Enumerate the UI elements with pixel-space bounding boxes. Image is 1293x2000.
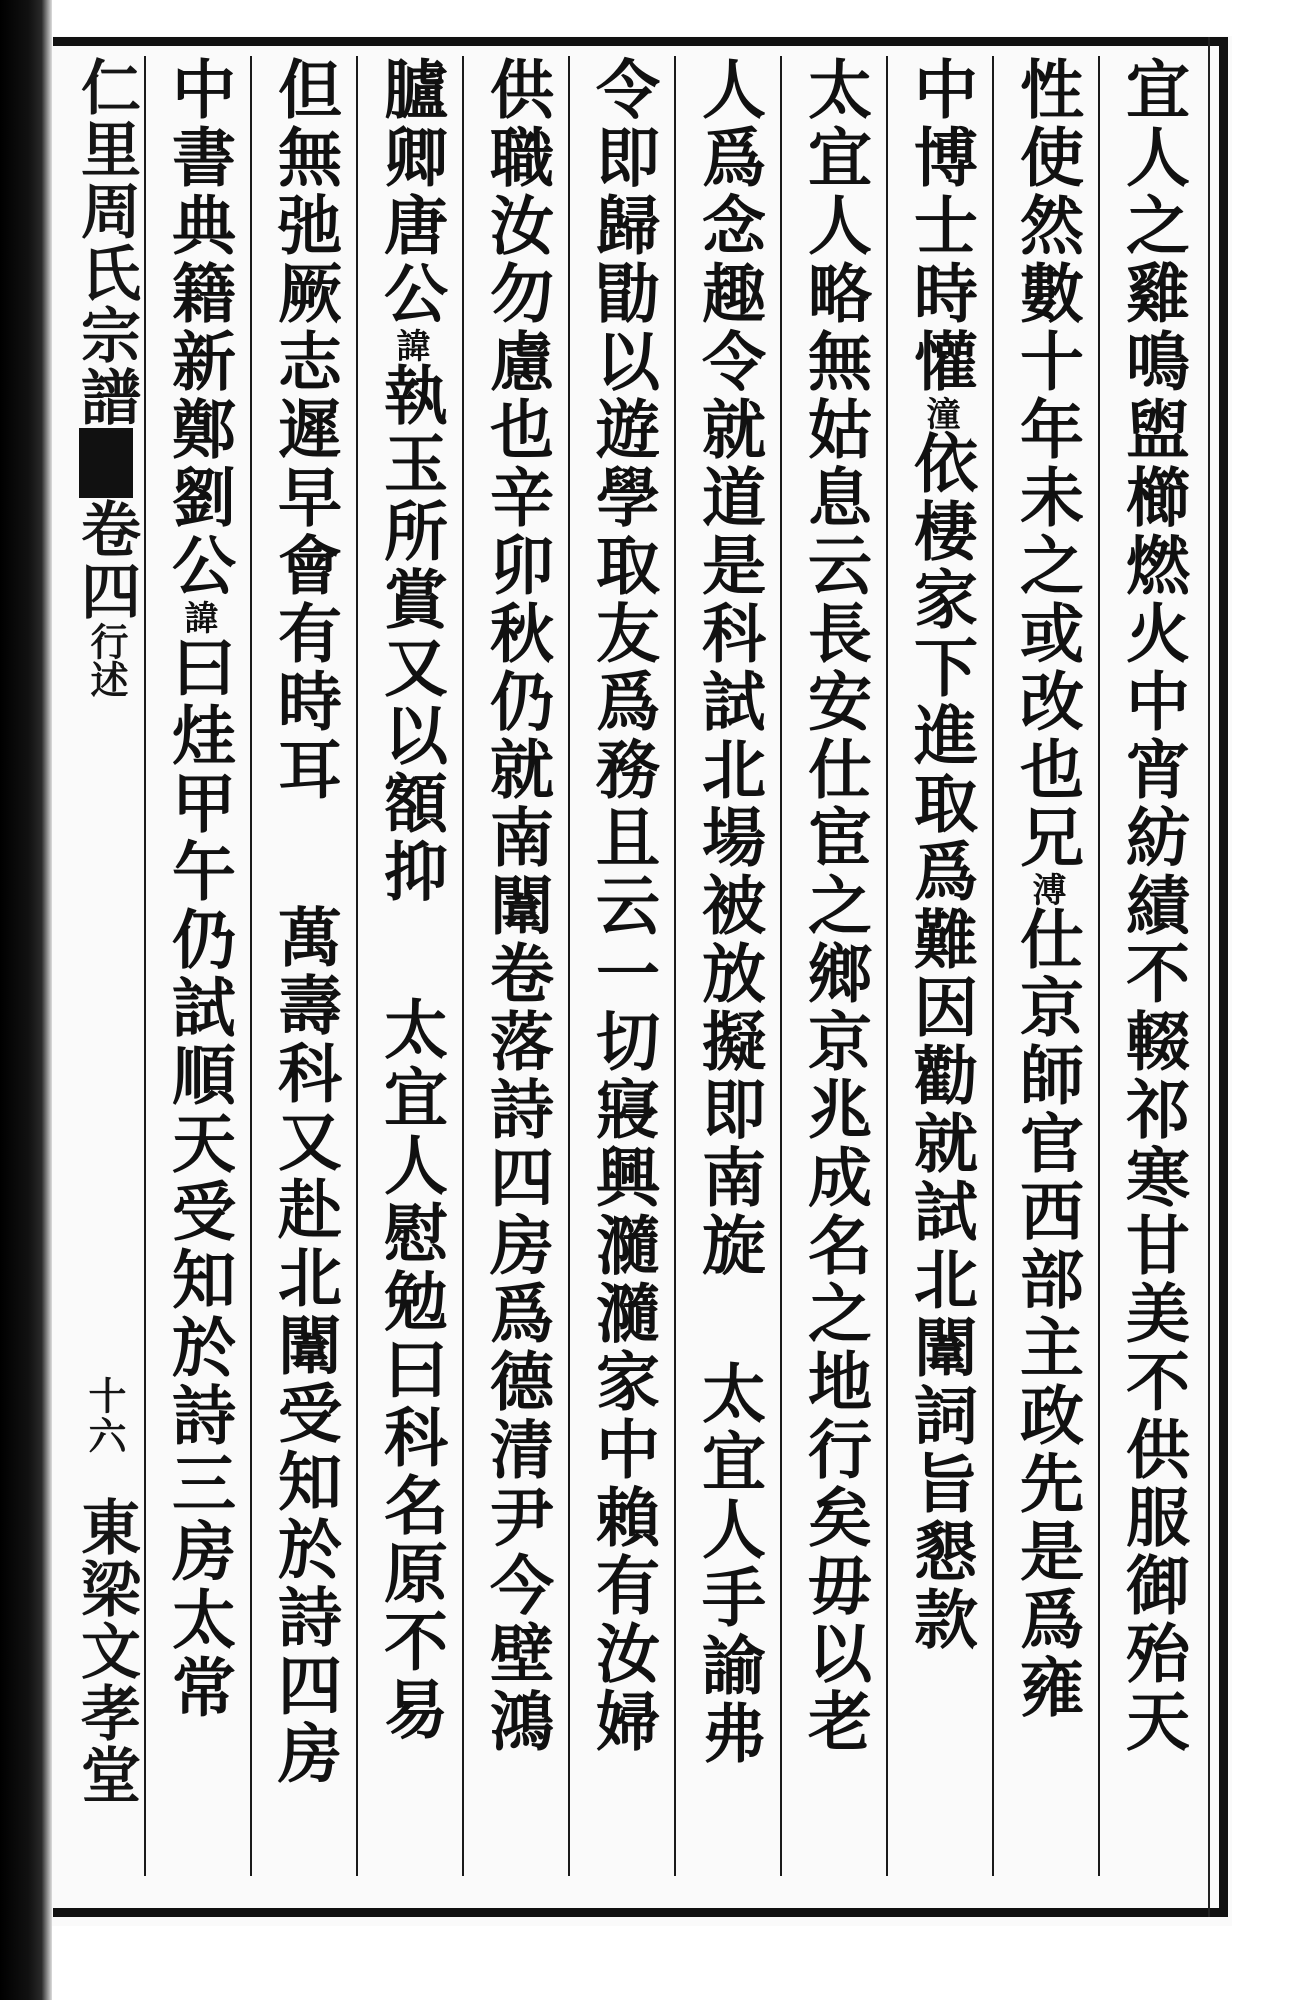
column-text: 宜人之雞鳴盥櫛燃火中宵紡績不輟祁寒甘美不供服御殆天 [1115, 56, 1190, 1756]
personal-name: 懽 [903, 328, 978, 396]
interlinear-note: 諱 [178, 600, 218, 634]
column-text: 令即歸勖以遊學取友爲務且云一切寢興瀡瀡家中賴有汝婦 [585, 56, 660, 1756]
volume-label: 卷四 [71, 498, 141, 622]
text-column-6 [570, 56, 674, 1876]
text-column-9 [252, 56, 356, 1876]
text-column-8 [358, 56, 462, 1876]
page-number: 十六 [82, 1376, 127, 1456]
interlinear-note: 溥 [1026, 872, 1066, 906]
interlinear-note: 諱 [390, 328, 430, 362]
fishtail-mark [79, 428, 133, 498]
book-spine-shadow [0, 0, 52, 2000]
inner-border-line [1208, 37, 1210, 1917]
column-text: 萬壽科又赴北闈受知於詩四房 [267, 904, 342, 1788]
column-text: 仕京師官西部主政先是爲雍 [1009, 906, 1084, 1722]
column-text: 太宜人略無姑息云長安仕宦之鄉京兆成名之地行矣毋以老 [797, 56, 872, 1756]
column-text: 執玉所賞又以額抑 [373, 362, 448, 906]
text-column-3 [888, 56, 992, 1876]
column-text: 中書典籍新鄭劉公 [161, 56, 236, 600]
column-text: 臚卿唐公 [373, 56, 448, 328]
section-label: 行述 [84, 622, 129, 698]
interlinear-note: 潼 [920, 396, 960, 430]
column-text: 太宜人慰勉曰科名原不易 [373, 996, 448, 1744]
column-text: 太宜人手諭弗 [691, 1360, 766, 1768]
text-column-10 [146, 56, 250, 1876]
hall-name: 東梁文孝堂 [71, 1496, 141, 1806]
column-text: 但無弛厥志遲早會有時耳 [267, 56, 342, 804]
book-title: 仁里周氏宗譜 [71, 56, 141, 428]
column-text: 中博士時 [903, 56, 978, 328]
column-text: 性使然數十年未之或改也兄 [1009, 56, 1084, 872]
text-column-7 [464, 56, 568, 1876]
text-column-5 [676, 56, 780, 1876]
page-margin-column [52, 56, 144, 1876]
text-column-1 [1100, 56, 1204, 1876]
column-text: 人爲念趣令就道是科試北場被放擬即南旋 [691, 56, 766, 1280]
column-text: 曰烓甲午仍試順天受知於詩三房太常 [161, 634, 236, 1722]
column-text: 依棲家下進取爲難因勸就試北闈詞旨懇款 [903, 430, 978, 1654]
text-column-2 [994, 56, 1098, 1876]
text-column-4 [782, 56, 886, 1876]
column-text: 供職汝勿慮也辛卯秋仍就南闈卷落詩四房爲德清尹今壁鴻 [479, 56, 554, 1756]
